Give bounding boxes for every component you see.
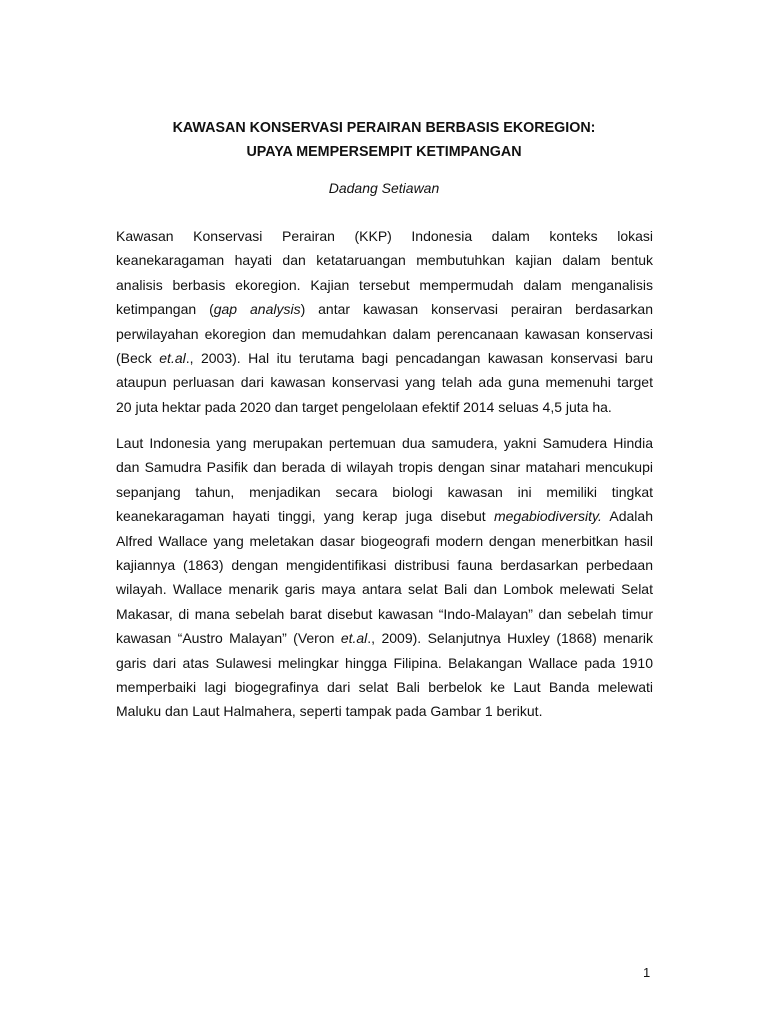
paragraph-line: Alfred Wallace yang meletakan dasar biogeografi modern dengan menerbitkan hasil bbox=[116, 532, 653, 549]
italic-term: et.al bbox=[340, 630, 368, 647]
paragraph-line: analisis berbasis ekoregion. Kajian tersebut mempermudah dalam menganalisis bbox=[116, 276, 653, 293]
paragraph-line: memperbaiki lagi biogegrafinya dari selat Bali berbelok ke Laut Banda melewati bbox=[116, 678, 653, 695]
paragraph-line: Maluku dan Laut Halmahera, seperti tampak pada Gambar 1 berikut. bbox=[116, 703, 543, 720]
paragraph-line: kawasan “Austro Malayan” (Veron et.al., 2009). Selanjutnya Huxley (1868) menarik bbox=[116, 630, 654, 647]
paragraph-line: keanekaragaman hayati dan ketataruangan membutuhkan kajian dalam bentuk bbox=[116, 252, 653, 269]
paragraph-line: dan Samudra Pasifik dan berada di wilayah tropis dengan sinar matahari mencukupi bbox=[116, 459, 653, 476]
paragraph-line: Makasar, di mana sebelah barat disebut kawasan “Indo-Malayan” dan sebelah timur bbox=[116, 605, 653, 622]
page-number: 1 bbox=[643, 965, 651, 980]
paragraph-line: perwilayahan ekoregion dan memudahkan dalam perencanaan kawasan konservasi bbox=[116, 325, 653, 342]
paragraph-line: wilayah. Wallace menarik garis maya antara selat Bali dan Lombok melewati Selat bbox=[116, 581, 653, 598]
paragraph-line: (Beck et.al., 2003). Hal itu terutama bagi pencadangan kawasan konservasi baru bbox=[116, 349, 653, 366]
paragraph-line: ketimpangan (gap analysis) antar kawasan konservasi perairan berdasarkan bbox=[116, 301, 654, 318]
paragraph-line: keanekaragaman hayati tinggi, yang kerap juga disebut megabiodiversity. Adalah bbox=[116, 508, 653, 525]
paragraph-1 bbox=[116, 224, 653, 419]
paragraph-line: ataupun perluasan dari kawasan konservasi yang telah ada guna memenuhi target bbox=[116, 374, 653, 391]
document-title-line-1: KAWASAN KONSERVASI PERAIRAN BERBASIS EKOREGION: bbox=[172, 120, 596, 136]
italic-term: et.al bbox=[159, 349, 186, 366]
document-title-line-2: UPAYA MEMPERSEMPIT KETIMPANGAN bbox=[246, 144, 522, 160]
italic-term: megabiodiversity. bbox=[493, 508, 602, 525]
paragraph-line: 20 juta hektar pada 2020 dan target pengelolaan efektif 2014 seluas 4,5 juta ha. bbox=[116, 398, 612, 415]
paragraph-line: kajiannya (1863) dengan mengidentifikasi distribusi fauna berdasarkan perbedaan bbox=[116, 556, 653, 573]
paragraph-line: Laut Indonesia yang merupakan pertemuan dua samudera, yakni Samudera Hindia bbox=[116, 435, 653, 451]
paragraph-line: garis dari atas Sulawesi melingkar hingga Filipina. Belakangan Wallace pada 1910 bbox=[116, 654, 653, 671]
paragraph-line: Kawasan Konservasi Perairan (KKP) Indonesia dalam konteks lokasi bbox=[116, 228, 653, 244]
italic-term: gap analysis bbox=[213, 301, 301, 318]
author-name: Dadang Setiawan bbox=[328, 180, 440, 196]
paragraph-line: sepanjang tahun, menjadikan secara biologi kawasan ini memiliki tingkat bbox=[116, 483, 653, 500]
paragraph-2 bbox=[116, 431, 653, 724]
